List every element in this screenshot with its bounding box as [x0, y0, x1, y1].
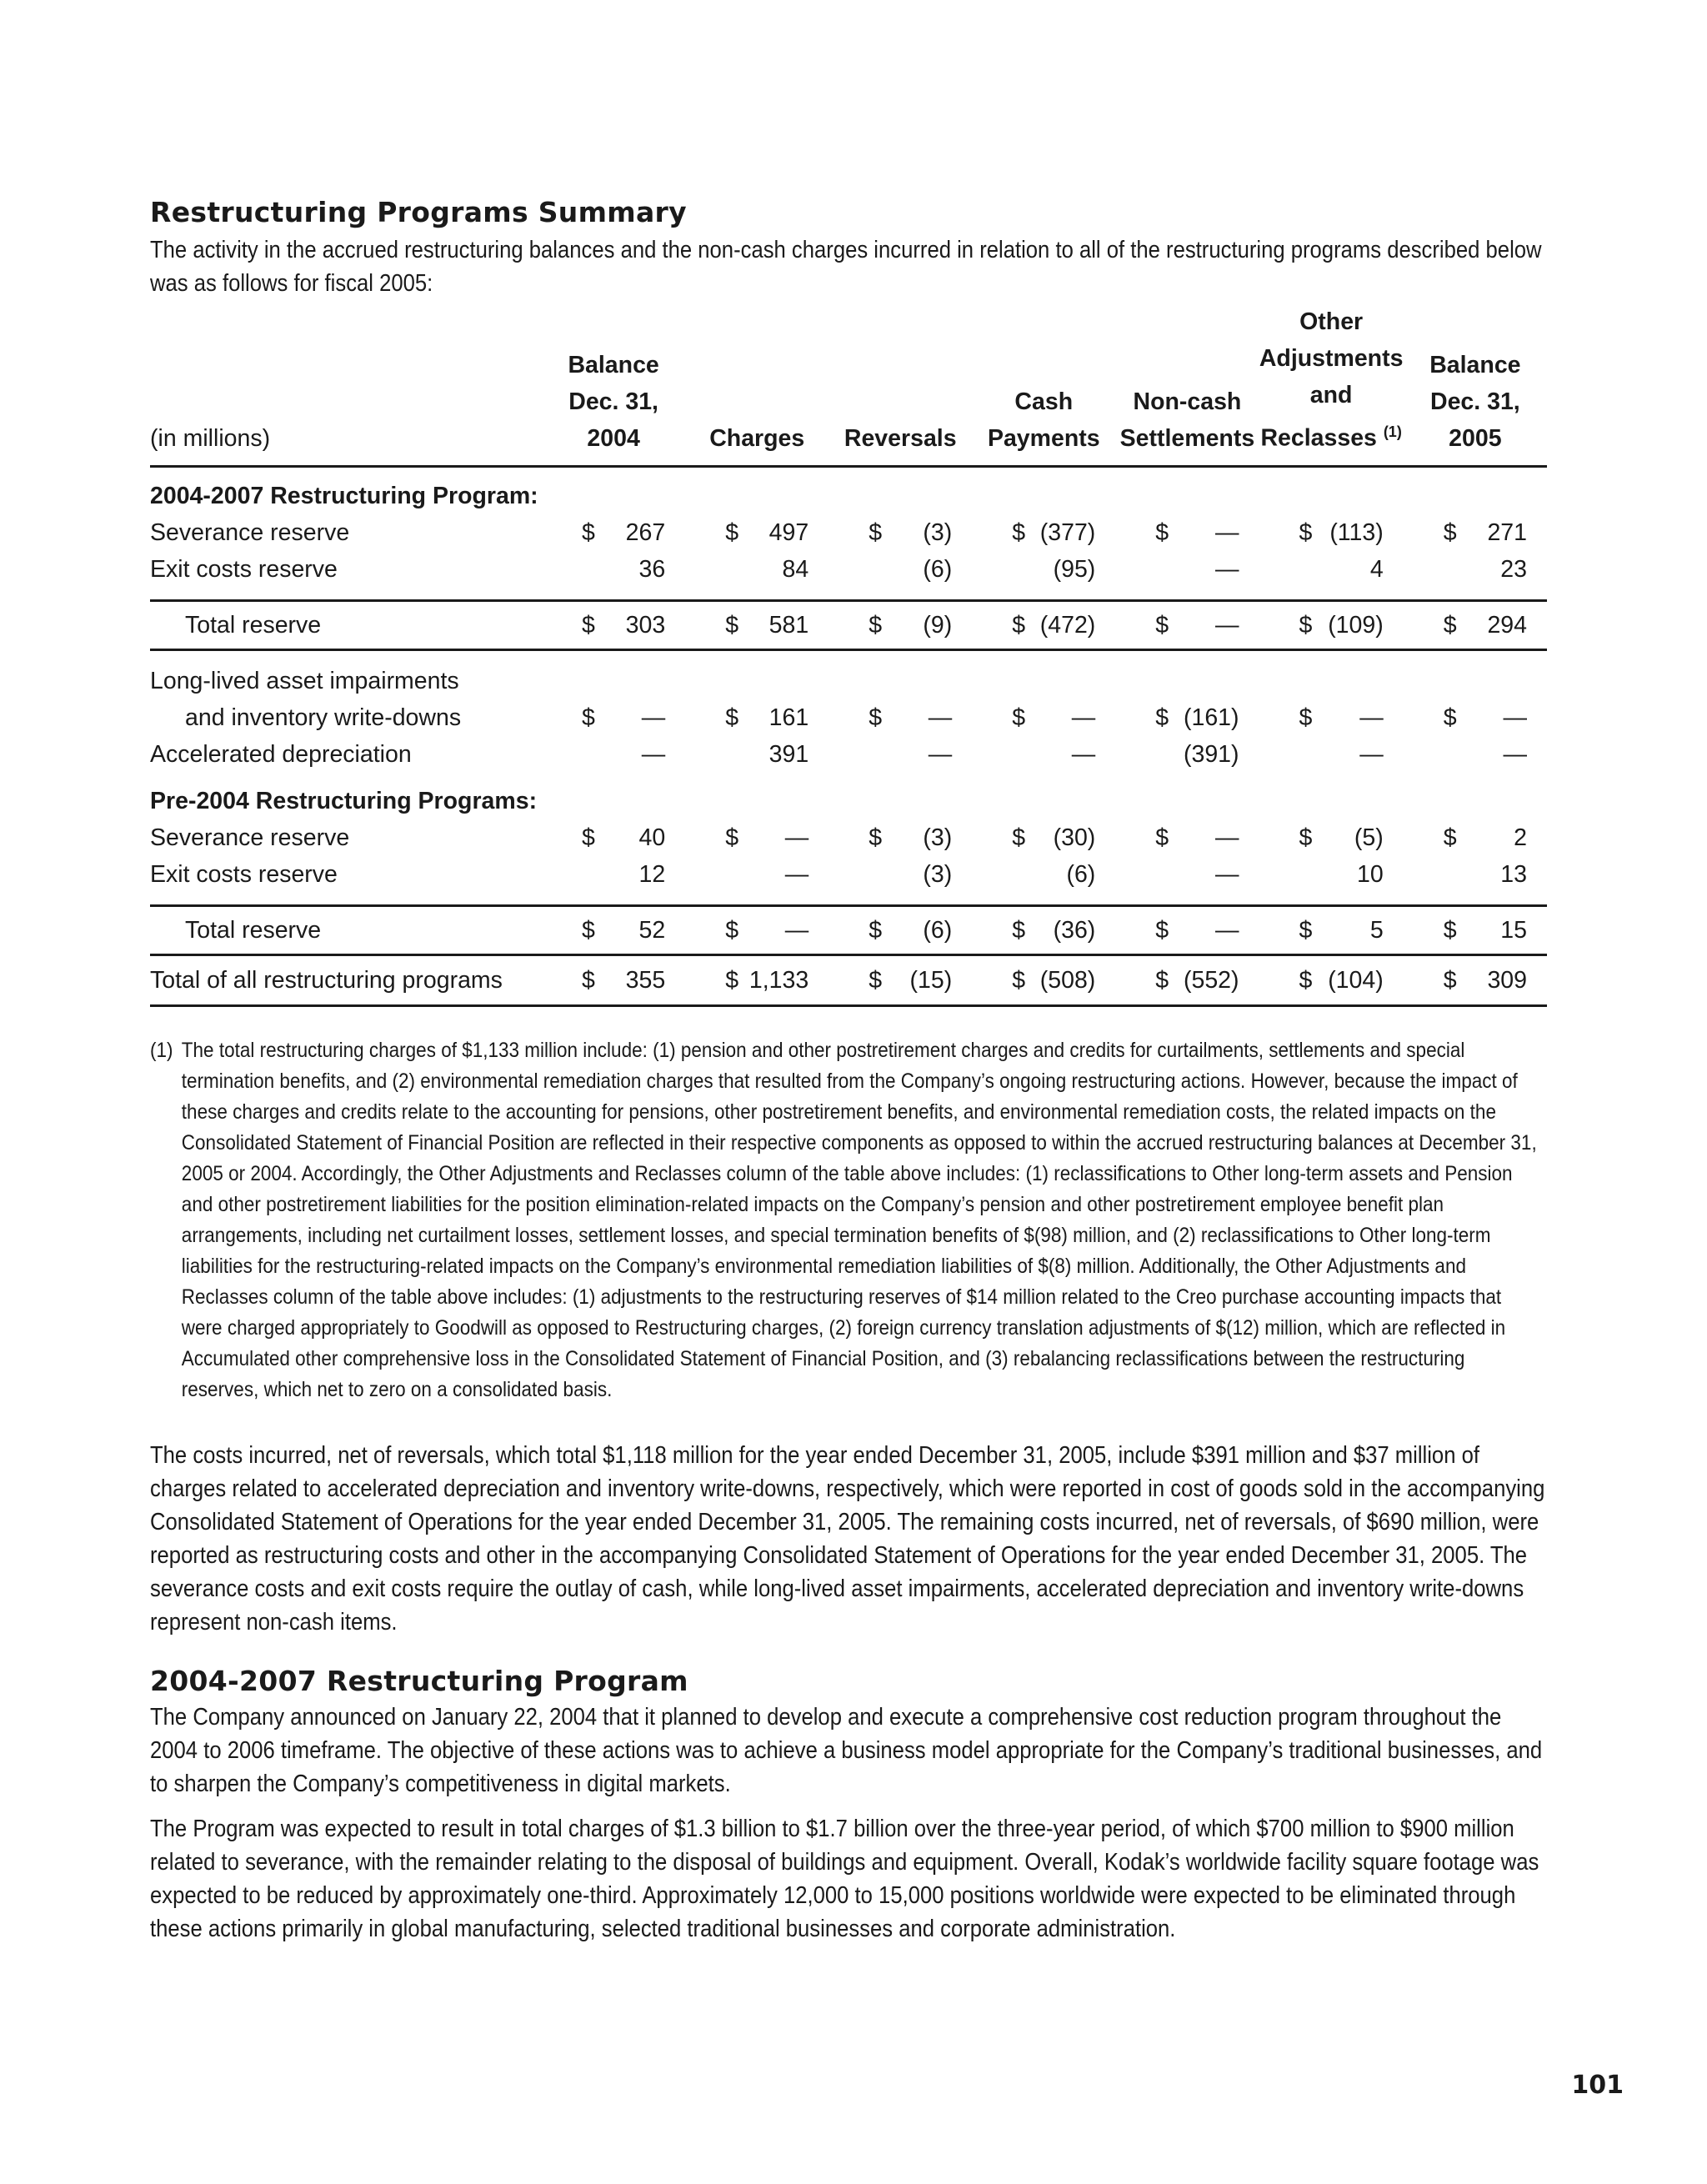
table-cell	[1404, 699, 1547, 736]
currency-symbol: $	[725, 704, 739, 731]
table-row	[150, 663, 1547, 699]
currency-symbol: $	[1299, 916, 1313, 944]
header-noncash-settlements: Non-cash Settlements	[1115, 303, 1259, 466]
table-cell	[828, 736, 972, 773]
section-heading-pre-2004: Pre-2004 Restructuring Programs:	[150, 787, 538, 814]
cell-value: —	[641, 704, 666, 731]
table-cell	[1115, 514, 1259, 551]
cell-value: 15	[1500, 916, 1527, 944]
table-cell	[828, 663, 972, 699]
table-cell	[1404, 736, 1547, 773]
table-cell	[828, 699, 972, 736]
cell-value: (15)	[909, 966, 953, 994]
table-row	[150, 856, 1547, 893]
cell-value: —	[1359, 740, 1384, 768]
cell-value: (3)	[923, 860, 953, 888]
currency-symbol: $	[869, 824, 883, 851]
cell-value: —	[1359, 704, 1384, 731]
cell-value: —	[1503, 740, 1527, 768]
currency-symbol	[725, 856, 742, 893]
header-reversals: Reversals	[828, 303, 972, 466]
table-cell	[685, 663, 828, 699]
table-cell	[685, 819, 828, 856]
table-row-total	[150, 905, 1547, 954]
table-cell	[685, 699, 828, 736]
currency-symbol	[1444, 736, 1460, 773]
section-title-program: 2004-2007 Restructuring Program	[150, 1664, 688, 1697]
table-cell	[972, 663, 1115, 699]
cell-value: 391	[768, 740, 809, 768]
table-cell	[542, 699, 685, 736]
cell-value: (30)	[1053, 824, 1096, 851]
table-cell	[542, 551, 685, 588]
header-other-adjustments: Other Adjustments and Reclasses $^{(1)}$	[1259, 303, 1404, 466]
cell-value: —	[641, 740, 666, 768]
currency-symbol: $	[725, 611, 739, 639]
cell-value: (5)	[1354, 824, 1384, 851]
currency-symbol: $	[1443, 966, 1457, 994]
header-balance-2005: Balance Dec. 31, 2005	[1404, 303, 1547, 466]
currency-symbol	[869, 736, 885, 773]
table-cell	[1259, 856, 1404, 893]
currency-symbol: $	[1155, 704, 1169, 731]
section-title-summary: Restructuring Programs Summary	[150, 196, 687, 228]
table-cell	[685, 905, 828, 954]
table-cell	[542, 954, 685, 1005]
table-header-row	[150, 303, 1547, 466]
cell-value: 2	[1514, 824, 1527, 851]
footnote	[150, 1035, 1545, 1405]
header-charges: Charges	[685, 303, 828, 466]
table-cell	[1404, 954, 1547, 1005]
cell-value: (552)	[1183, 966, 1239, 994]
table-cell	[1259, 551, 1404, 588]
row-label: Long-lived asset impairments	[150, 667, 459, 694]
table-cell	[828, 905, 972, 954]
currency-symbol: $	[725, 966, 739, 994]
document-page	[150, 193, 1547, 1946]
cell-value: —	[1215, 518, 1239, 546]
cell-value: 303	[625, 611, 666, 639]
currency-symbol: $	[1155, 518, 1169, 546]
table-row-total	[150, 600, 1547, 649]
table-row	[150, 736, 1547, 773]
table-cell	[1259, 600, 1404, 649]
table-cell	[1259, 905, 1404, 954]
row-label: Total reserve	[150, 600, 542, 649]
currency-symbol	[1155, 856, 1172, 893]
table-cell	[972, 514, 1115, 551]
currency-symbol: $	[1155, 916, 1169, 944]
table-cell	[685, 551, 828, 588]
cell-value: 12	[638, 860, 666, 888]
currency-symbol: $	[582, 704, 595, 731]
currency-symbol	[582, 551, 598, 588]
cell-value: 581	[768, 611, 809, 639]
cell-value: (6)	[923, 916, 953, 944]
currency-symbol: $	[725, 518, 739, 546]
cell-value: —	[928, 740, 953, 768]
currency-symbol	[1299, 856, 1316, 893]
table-cell	[1259, 819, 1404, 856]
cell-value: 1,133	[748, 966, 809, 994]
currency-symbol: $	[1299, 704, 1313, 731]
currency-symbol: $	[1299, 518, 1313, 546]
table-cell	[972, 905, 1115, 954]
currency-symbol	[1012, 736, 1029, 773]
table-cell	[542, 905, 685, 954]
row-label: Exit costs reserve	[150, 860, 338, 888]
table-cell	[1259, 514, 1404, 551]
table-cell	[972, 699, 1115, 736]
header-balance-2004: Balance Dec. 31, 2004	[542, 303, 685, 466]
section-heading-2004-2007: 2004-2007 Restructuring Program:	[150, 482, 538, 509]
table-cell	[1259, 736, 1404, 773]
currency-symbol	[1444, 856, 1460, 893]
cell-value: (377)	[1039, 518, 1096, 546]
currency-symbol: $	[582, 824, 595, 851]
cell-value: —	[1071, 740, 1096, 768]
cell-value: (3)	[923, 824, 953, 851]
table-cell	[685, 514, 828, 551]
currency-symbol	[725, 551, 742, 588]
currency-symbol: $	[1299, 611, 1313, 639]
currency-symbol: $	[869, 966, 883, 994]
currency-symbol	[869, 551, 885, 588]
table-cell	[685, 736, 828, 773]
restructuring-table	[150, 303, 1547, 1007]
currency-symbol	[1299, 736, 1316, 773]
cell-value: —	[1215, 860, 1239, 888]
cell-value: —	[928, 704, 953, 731]
cell-value: —	[1215, 555, 1239, 583]
currency-symbol: $	[1012, 704, 1026, 731]
table-cell	[828, 856, 972, 893]
table-cell	[685, 600, 828, 649]
currency-symbol: $	[1155, 966, 1169, 994]
cell-value: —	[784, 860, 809, 888]
row-label: Accelerated depreciation	[150, 740, 412, 768]
cell-value: 36	[638, 555, 666, 583]
table-cell	[1115, 736, 1259, 773]
cell-value: 355	[625, 966, 666, 994]
cell-value: —	[784, 916, 809, 944]
cell-value: 23	[1500, 555, 1527, 583]
currency-symbol: $	[582, 518, 595, 546]
table-cell	[542, 663, 685, 699]
cell-value: 271	[1487, 518, 1527, 546]
program-paragraph-1: The Company announced on January 22, 2004 that it planned to develop and execute a comprehensive cost reduction program throughout the 2004 to 2006 timeframe. The objective of these actions was to achieve a business model appropriate for the Company’s traditional businesses, and to sharpen the Company’s competitiveness in digital markets.	[150, 1703, 1543, 1797]
footnote-text: The total restructuring charges of $1,133 million include: (1) pension and other postretirement charges and credits for curtailments, settlements and special termination benefits, and (2) environmental remediation charges that resulted from the Company’s ongoing restructuring actions. However, because the impact of these charges and credits relate to the accounting for pensions, other postretirement benefits, and environmental remediation costs, the related impacts on the Consolidated Statement of Financial Position are reflected in their respective components as opposed to within the accrued restructuring balances at December 31, 2005 or 2004. Accordingly, the Other Adjustments and Reclasses column of the table above includes: (1) reclassifications to Other long-term assets and Pension and other postretirement liabilities for the position elimination-related impacts on the Company’s pension and other postretirement employee benefit plan arrangements, including net curtailment losses, settlement losses, and special termination benefits of $(98) million, and (2) reclassifications to Other long-term liabilities for the restructuring-related impacts on the Company’s environmental remediation liabilities of $(8) million. Additionally, the Other Adjustments and Reclasses column of the table above includes: (1) adjustments to the restructuring reserves of $14 million related to the Creo purchase accounting impacts that were charged appropriately to Goodwill as opposed to Restructuring charges, (2) foreign currency translation adjustments of $(12) million, which are reflected in Accumulated other comprehensive loss in the Consolidated Statement of Financial Position, and (3) rebalancing reclassifications between the restructuring reserves, which net to zero on a consolidated basis.	[181, 1038, 1537, 1401]
table-row	[150, 551, 1547, 588]
footnote-ref: (1)	[1383, 423, 1402, 440]
table-cell	[685, 954, 828, 1005]
table-cell	[542, 856, 685, 893]
table-cell	[1115, 663, 1259, 699]
cell-value: (104)	[1328, 966, 1384, 994]
cell-value: 497	[768, 518, 809, 546]
currency-symbol: $	[869, 704, 883, 731]
currency-symbol	[1012, 551, 1029, 588]
footnote-mark: (1)	[150, 1038, 173, 1062]
costs-paragraph: The costs incurred, net of reversals, which total $1,118 million for the year ended December 31, 2005, include $391 million and $37 million of charges related to accelerated depreciation and inventory write-downs, respectively, which were reported in cost of goods sold in the accompanying Consolidated Statement of Operations for the year ended December 31, 2005. The remaining costs incurred, net of reversals, of $690 million, were reported as restructuring costs and other in the accompanying Consolidated Statement of Operations for the year ended December 31, 2005. The severance costs and exit costs require the outlay of cash, while long-lived asset impairments, accelerated depreciation and inventory write-downs represent non-cash items.	[150, 1441, 1545, 1635]
table-cell	[828, 600, 972, 649]
table-cell	[1115, 551, 1259, 588]
cell-value: 40	[638, 824, 666, 851]
currency-symbol: $	[1012, 824, 1026, 851]
table-row-grand-total	[150, 954, 1547, 1005]
cell-value: —	[1503, 704, 1527, 731]
table-cell	[828, 819, 972, 856]
row-label: Severance reserve	[150, 518, 350, 546]
cell-value: (161)	[1183, 704, 1239, 731]
table-cell	[542, 819, 685, 856]
cell-value: 13	[1500, 860, 1527, 888]
table-cell	[1115, 819, 1259, 856]
cell-value: —	[1215, 916, 1239, 944]
row-label: Exit costs reserve	[150, 555, 338, 583]
table-cell	[828, 551, 972, 588]
table-cell	[1404, 856, 1547, 893]
currency-symbol: $	[1012, 916, 1026, 944]
table-row	[150, 699, 1547, 736]
row-label: Severance reserve	[150, 824, 350, 851]
table-row	[150, 514, 1547, 551]
cell-value: (3)	[923, 518, 953, 546]
table-cell	[1404, 600, 1547, 649]
currency-symbol	[582, 856, 598, 893]
table-cell	[542, 514, 685, 551]
cell-value: 161	[768, 704, 809, 731]
currency-symbol: $	[582, 611, 595, 639]
cell-value: (9)	[923, 611, 953, 639]
summary-intro: The activity in the accrued restructuring balances and the non-cash charges incurred in relation to all of the restructuring programs described below was as follows for fiscal 2005:	[150, 237, 1542, 297]
table-cell	[1115, 856, 1259, 893]
table-cell	[1115, 905, 1259, 954]
cell-value: —	[784, 824, 809, 851]
cell-value: 294	[1487, 611, 1527, 639]
currency-symbol: $	[582, 966, 595, 994]
row-label: and inventory write-downs	[185, 704, 462, 731]
table-cell	[972, 954, 1115, 1005]
table-cell	[972, 736, 1115, 773]
currency-symbol	[1299, 551, 1316, 588]
table-cell	[1404, 551, 1547, 588]
currency-symbol	[1155, 551, 1172, 588]
cell-value: 10	[1357, 860, 1384, 888]
header-in-millions: (in millions)	[150, 303, 542, 466]
cell-value: 84	[782, 555, 809, 583]
currency-symbol: $	[1155, 824, 1169, 851]
cell-value: 267	[625, 518, 666, 546]
currency-symbol	[582, 736, 598, 773]
currency-symbol: $	[1299, 824, 1313, 851]
table-cell	[1115, 954, 1259, 1005]
cell-value: —	[1215, 611, 1239, 639]
currency-symbol: $	[725, 824, 739, 851]
cell-value: 4	[1369, 555, 1384, 583]
currency-symbol: $	[1443, 704, 1457, 731]
cell-value: (113)	[1329, 518, 1384, 546]
cell-value: (6)	[1066, 860, 1096, 888]
page-number: 101	[1571, 2071, 1624, 2100]
currency-symbol: $	[1012, 611, 1026, 639]
currency-symbol: $	[1443, 611, 1457, 639]
currency-symbol	[725, 736, 742, 773]
currency-symbol: $	[1443, 916, 1457, 944]
table-cell	[972, 600, 1115, 649]
cell-value: (95)	[1053, 555, 1096, 583]
table-cell	[685, 856, 828, 893]
table-cell	[1259, 663, 1404, 699]
table-cell	[1259, 699, 1404, 736]
currency-symbol: $	[1012, 966, 1026, 994]
table-cell	[828, 954, 972, 1005]
row-label: Total reserve	[150, 905, 542, 954]
table-cell	[1115, 600, 1259, 649]
currency-symbol: $	[582, 916, 595, 944]
currency-symbol: $	[869, 611, 883, 639]
cell-value: 309	[1487, 966, 1527, 994]
table-cell	[828, 514, 972, 551]
currency-symbol: $	[1443, 824, 1457, 851]
table-cell	[1404, 514, 1547, 551]
currency-symbol	[869, 856, 885, 893]
table-cell	[1404, 663, 1547, 699]
cell-value: (508)	[1039, 966, 1096, 994]
table-cell	[972, 856, 1115, 893]
currency-symbol: $	[869, 518, 883, 546]
currency-symbol	[1155, 736, 1172, 773]
currency-symbol: $	[1299, 966, 1313, 994]
table-cell	[972, 819, 1115, 856]
cell-value: 52	[638, 916, 666, 944]
currency-symbol: $	[725, 916, 739, 944]
currency-symbol: $	[1155, 611, 1169, 639]
currency-symbol: $	[869, 916, 883, 944]
table-cell	[542, 600, 685, 649]
cell-value: (391)	[1183, 740, 1239, 768]
cell-value: (6)	[923, 555, 953, 583]
cell-value: —	[1215, 824, 1239, 851]
cell-value: (109)	[1328, 611, 1384, 639]
table-cell	[1259, 954, 1404, 1005]
header-cash-payments: Cash Payments	[972, 303, 1115, 466]
table-row	[150, 819, 1547, 856]
table-cell	[1404, 819, 1547, 856]
table-cell	[1115, 699, 1259, 736]
table-cell	[1404, 905, 1547, 954]
currency-symbol: $	[1012, 518, 1026, 546]
cell-value: 5	[1369, 916, 1384, 944]
cell-value: (472)	[1039, 611, 1096, 639]
row-label: Total of all restructuring programs	[150, 954, 542, 1005]
cell-value: —	[1071, 704, 1096, 731]
currency-symbol	[1444, 551, 1460, 588]
program-paragraph-2: The Program was expected to result in total charges of $1.3 billion to $1.7 billion over the three-year period, of which $700 million to $900 million related to severance, with the remainder relating to the disposal of buildings and equipment. Overall, Kodak’s worldwide facility square footage was expected to be reduced by approximately one-third. Approximately 12,000 to 15,000 positions worldwide were expected to be eliminated through these actions primarily in global manufacturing, selected traditional businesses and corporate administration.	[150, 1815, 1539, 1942]
cell-value: (36)	[1053, 916, 1096, 944]
currency-symbol: $	[1443, 518, 1457, 546]
table-cell	[542, 736, 685, 773]
table-cell	[972, 551, 1115, 588]
currency-symbol	[1012, 856, 1029, 893]
